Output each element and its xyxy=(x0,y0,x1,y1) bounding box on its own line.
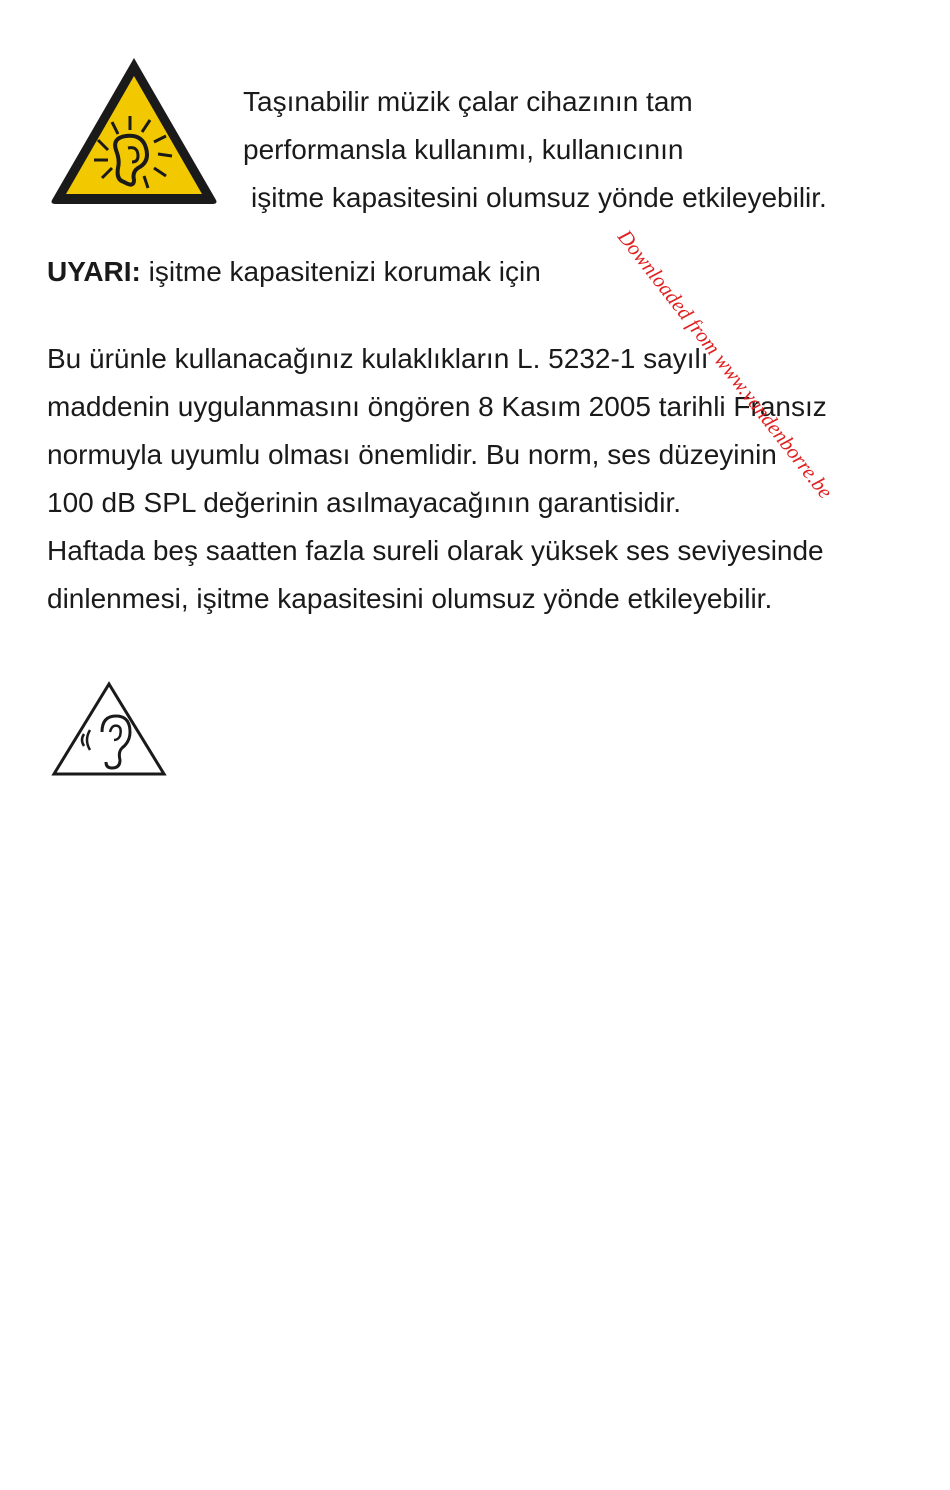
body-line: normuyla uyumlu olması önemlidir. Bu norm, ses düzeyinin xyxy=(47,439,777,470)
warning-line xyxy=(47,252,541,292)
warning-label: UYARI: xyxy=(47,256,141,287)
intro-line-3: işitme kapasitesini olumsuz yönde etkileyebilir. xyxy=(251,182,827,213)
body-line: dinlenmesi, işitme kapasitesini olumsuz yönde etkileyebilir. xyxy=(47,583,773,614)
body-line: Haftada beş saatten fazla sureli olarak yüksek ses seviyesinde xyxy=(47,535,824,566)
body-line: Bu ürünle kullanacağınız kulaklıkların L. 5232-1 sayılı xyxy=(47,343,709,374)
body-paragraph xyxy=(47,335,927,623)
intro-line-1: Taşınabilir müzik çalar cihazının tam xyxy=(243,86,693,117)
intro-paragraph xyxy=(243,78,923,222)
ear-warning-outline-icon xyxy=(50,680,168,778)
hearing-damage-warning-icon xyxy=(46,52,222,208)
warning-text: işitme kapasitenizi korumak için xyxy=(140,256,541,287)
body-line: maddenin uygulanmasını öngören 8 Kasım 2005 tarihli Fransız xyxy=(47,391,827,422)
download-watermark: Downloaded from www.vandenborre.be xyxy=(613,225,838,503)
body-line: 100 dB SPL değerinin asılmayacağının garantisidir. xyxy=(47,487,682,518)
intro-line-2: performansla kullanımı, kullanıcının xyxy=(243,134,684,165)
